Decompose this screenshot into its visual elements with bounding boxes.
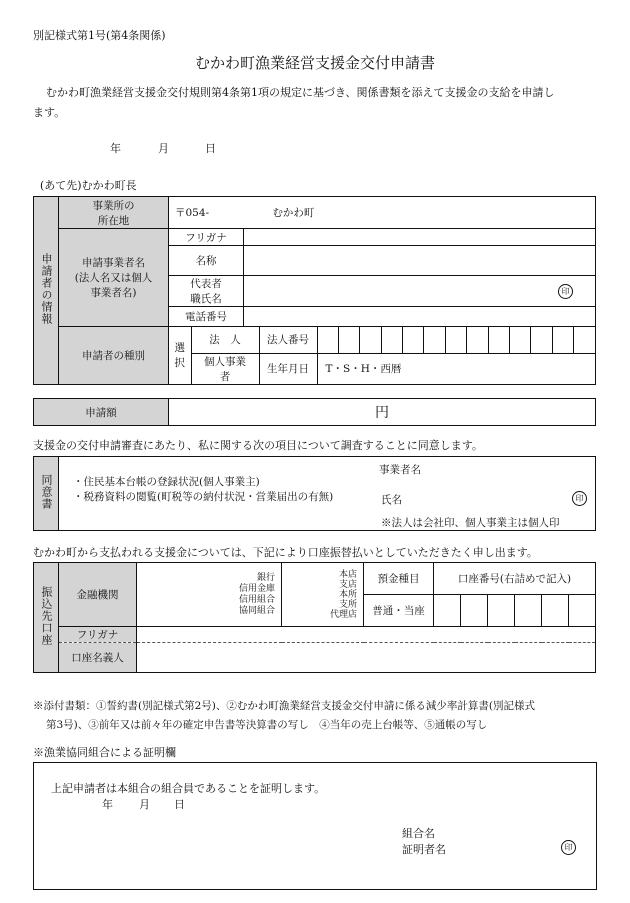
business-name-label: 事業者名 <box>379 464 421 476</box>
bank-section-label: 振込先口座 <box>34 563 59 673</box>
addressee: (あて先)むかわ町長 <box>40 179 137 192</box>
applicant-table <box>33 196 596 385</box>
meisho-label: 名称 <box>169 246 244 276</box>
furigana-label: フリガナ <box>169 229 244 246</box>
seal-icon: 印 <box>561 840 576 855</box>
consent-item-2: ・税務資料の閲覧(町税等の納付状況・営業届出の有無) <box>73 491 334 503</box>
corp-digit[interactable] <box>381 327 402 353</box>
corp-option[interactable]: 法 人 <box>191 327 259 353</box>
cert-day: 日 <box>174 798 185 811</box>
applicant-type-label: 申請者の種別 <box>59 327 169 385</box>
account-digit[interactable] <box>569 595 596 627</box>
account-digit[interactable] <box>542 595 569 627</box>
cert-text: 上記申請者は本組合の組合員であることを証明します。 <box>51 782 326 795</box>
consent-table <box>33 456 596 531</box>
consent-label: 同意書 <box>34 457 59 531</box>
cert-seal <box>561 840 576 855</box>
bank-intro: むかわ町から支払われる支援金については、下記により口座振替払いとしていただきたく申し出ます。 <box>33 546 538 559</box>
consent-item-1: ・住民基本台帳の登録状況(個人事業主) <box>73 476 260 488</box>
amount-label: 申請額 <box>34 399 169 426</box>
applicant-section-label: 申請者の情報 <box>34 197 59 385</box>
corp-digit[interactable] <box>403 327 424 353</box>
corp-digit[interactable] <box>531 327 552 353</box>
consent-seal <box>572 491 587 506</box>
seal-icon: 印 <box>572 491 587 506</box>
corp-digit[interactable] <box>338 327 359 353</box>
institution-label: 金融機関 <box>59 563 137 627</box>
attachments-line-1: ※添付書類：①誓約書(別記様式第2号)、②むかわ町漁業経営支援金交付申請に係る減少率計算書(別記様式 <box>33 700 535 712</box>
consent-note: ※法人は会社印、個人事業主は個人印 <box>381 517 560 529</box>
union-name-label: 組合名 <box>402 827 435 840</box>
account-digit[interactable] <box>461 595 488 627</box>
deposit-type-field[interactable]: 普通・当座 <box>364 595 434 627</box>
date-month: 月 <box>158 142 169 155</box>
consent-name-field[interactable] <box>409 487 569 507</box>
account-digit[interactable] <box>488 595 515 627</box>
applicant-name-label: 申請事業者名 (法人名又は個人 事業者名) <box>59 229 169 327</box>
corp-digit[interactable] <box>445 327 466 353</box>
consent-name-label: 氏名 <box>381 494 402 506</box>
deposit-type-label: 預金種目 <box>364 563 434 595</box>
institution-kind-field[interactable]: 銀行 信用金庫 信用組合 協同組合 <box>137 563 282 627</box>
corp-digit[interactable] <box>424 327 445 353</box>
cert-heading: ※漁業協同組合による証明欄 <box>33 746 176 759</box>
applicant-type-grid <box>169 327 595 384</box>
corp-number-label: 法人番号 <box>259 327 317 353</box>
cert-month: 月 <box>139 798 150 811</box>
certifier-label: 証明者名 <box>402 843 446 856</box>
amount-field[interactable]: 円 <box>169 399 596 426</box>
corp-digit[interactable] <box>317 327 338 353</box>
corp-digit[interactable] <box>574 327 596 353</box>
corp-digit[interactable] <box>467 327 488 353</box>
phone-label: 電話番号 <box>169 307 244 327</box>
account-digit[interactable] <box>515 595 542 627</box>
attachments-line-2: 第3号)、③前年又は前々年の確定申告書等決算書の写し ④当年の売上台帳等、⑤通帳の写し <box>46 719 488 731</box>
seal-icon: 印 <box>558 284 573 299</box>
form-number: 別記様式第1号(第4条関係) <box>33 29 166 42</box>
branch-kind-field[interactable]: 本店 支店 本所 支所 代理店 <box>282 563 364 627</box>
amount-table <box>33 398 596 426</box>
office-address-label: 事業所の 所在地 <box>59 197 169 229</box>
intro-text-1: むかわ町漁業経営支援金交付規則第4条第1項の規定に基づき、関係書類を添えて支援金の支給を申請し <box>46 86 555 99</box>
account-holder-field[interactable] <box>137 643 596 673</box>
cert-year: 年 <box>102 798 113 811</box>
account-number-label: 口座番号(右詰めで記入) <box>434 563 596 595</box>
account-digit[interactable] <box>434 595 461 627</box>
corp-digit[interactable] <box>509 327 530 353</box>
date-day: 日 <box>205 142 216 155</box>
office-address-field[interactable]: 〒054- むかわ町 <box>169 197 596 229</box>
individual-option[interactable]: 個人事業 者 <box>191 353 259 384</box>
furigana-field[interactable] <box>244 229 596 246</box>
bank-table <box>33 562 596 673</box>
date-year: 年 <box>110 142 121 155</box>
cert-box <box>33 762 597 890</box>
select-label: 選 択 <box>169 327 191 384</box>
consent-intro: 支援金の交付申請審査にあたり、私に関する次の項目について調査することに同意します。 <box>33 439 483 452</box>
page-title: むかわ町漁業経営支援金交付申請書 <box>194 54 435 72</box>
corp-digit[interactable] <box>360 327 381 353</box>
birthdate-label: 生年月日 <box>259 353 317 384</box>
era-field[interactable]: T・S・H・西暦 <box>317 353 595 384</box>
corp-digit[interactable] <box>488 327 509 353</box>
account-holder-label: 口座名義人 <box>59 643 137 673</box>
bank-furigana-field[interactable] <box>137 627 596 643</box>
representative-label: 代表者 職氏名 <box>169 276 244 307</box>
bank-furigana-label: フリガナ <box>59 627 137 643</box>
intro-text-2: ます。 <box>33 106 66 119</box>
consent-body <box>59 457 596 531</box>
phone-field[interactable] <box>244 307 596 327</box>
meisho-field[interactable] <box>244 246 596 276</box>
certifier-field[interactable] <box>454 837 554 855</box>
corp-digit[interactable] <box>552 327 573 353</box>
representative-field[interactable] <box>244 276 596 307</box>
